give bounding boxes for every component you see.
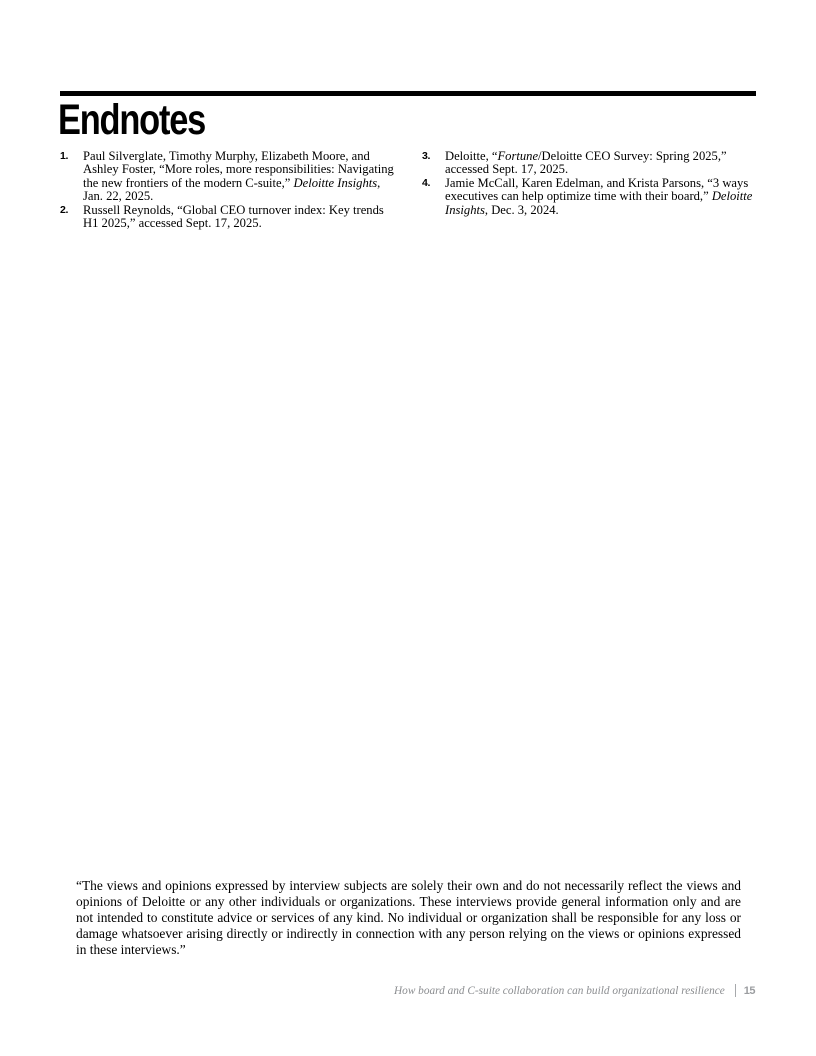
endnote-number: 4. xyxy=(422,176,431,189)
disclaimer-paragraph: “The views and opinions expressed by interview subjects are solely their own and do not necessarily reflect the views and opinions of Deloitte or any other individuals or organizations. These interviews provide general information only and are not intended to constitute advice or services of any kind. No individual or organization shall be responsible for any loss or damage whatsoever arising directly or indirectly in connection with any person relying on the views or opinions expressed in these interviews.” xyxy=(76,878,741,957)
endnote-item xyxy=(422,150,756,177)
endnote-text-segment: , Dec. 3, 2024. xyxy=(484,202,559,217)
endnote-text-segment: , Jan. 22, 2025. xyxy=(83,175,381,204)
endnote-item xyxy=(422,177,756,217)
endnote-text-segment: Jamie McCall, Karen Edelman, and Krista Parsons, “3 ways executives can help optimize time with their board,” xyxy=(445,175,749,204)
endnote-text xyxy=(445,150,756,177)
endnotes-column-left xyxy=(60,150,394,230)
endnote-text xyxy=(83,204,394,231)
endnote-text xyxy=(445,177,756,217)
endnote-text xyxy=(83,150,394,204)
endnote-text-segment: Deloitte, “ xyxy=(445,149,498,163)
footer-report-title: How board and C-suite collaboration can build organizational resilience xyxy=(394,984,725,997)
endnote-text-segment: /Deloitte CEO Survey: Spring 2025,” accessed Sept. 17, 2025. xyxy=(445,149,727,177)
endnote-text-segment: Russell Reynolds, “Global CEO turnover index: Key trends H1 2025,” accessed Sept. 17, 2025. xyxy=(83,202,384,231)
page-title: Endnotes xyxy=(58,96,206,144)
endnote-number: 3. xyxy=(422,150,431,162)
footer-separator xyxy=(735,984,736,997)
endnote-text-italic: Fortune xyxy=(497,149,539,163)
endnote-text-italic: Deloitte Insights xyxy=(293,175,378,190)
endnote-item xyxy=(60,204,394,231)
endnotes-section xyxy=(60,150,756,230)
footer-page-number: 15 xyxy=(743,984,755,997)
endnote-item xyxy=(60,150,394,204)
endnote-text-segment: Paul Silverglate, Timothy Murphy, Elizabeth Moore, and Ashley Foster, “More roles, more responsibilities: Navigating the new frontiers of the modern C-suite,” xyxy=(83,149,394,190)
endnote-text-italic: Deloitte Insights xyxy=(445,189,753,217)
endnote-number: 1. xyxy=(60,150,69,162)
endnote-number: 2. xyxy=(60,203,69,216)
page-footer xyxy=(394,984,755,997)
endnotes-column-right xyxy=(422,150,756,230)
